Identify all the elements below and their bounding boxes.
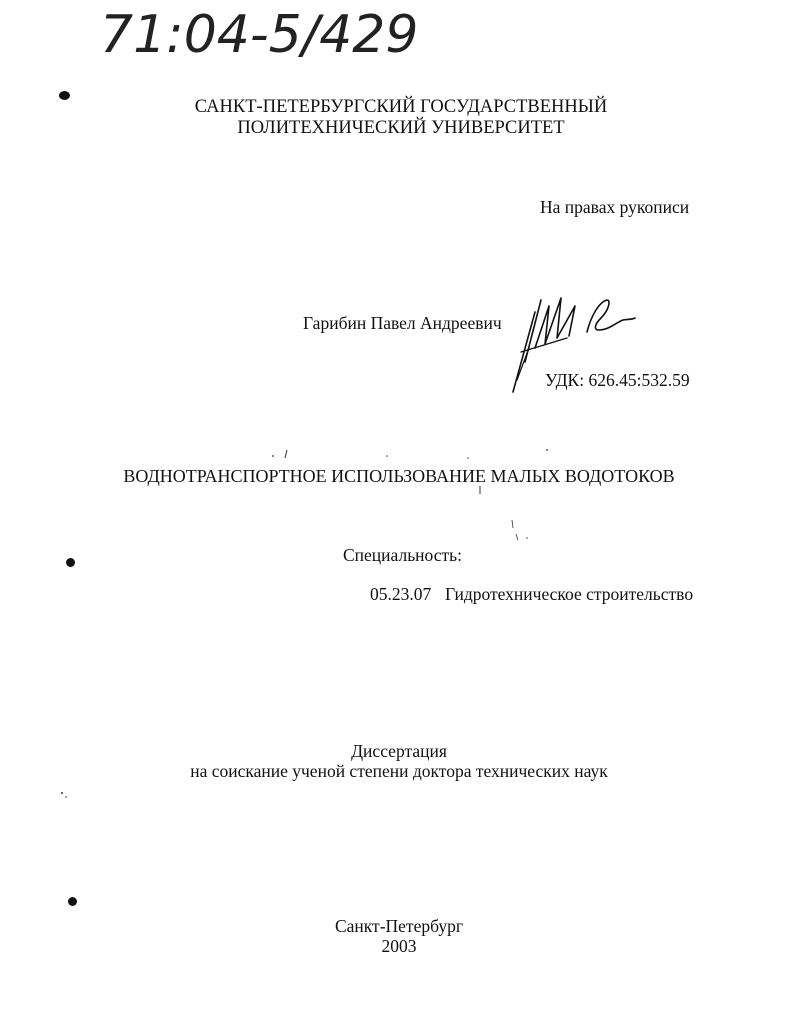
archive-code-text: 71:04-5/429 [100, 5, 419, 62]
author-name: Гарибин Павел Андреевич [303, 313, 502, 333]
handwritten-archive-code [100, 2, 450, 62]
degree-sought: на соискание ученой степени доктора технических наук [190, 761, 608, 781]
university-name-line1: САНКТ-ПЕТЕРБУРГСКИЙ ГОСУДАРСТВЕННЫЙ [194, 97, 608, 117]
year: 2003 [381, 936, 417, 956]
university-name-line2: ПОЛИТЕХНИЧЕСКИЙ УНИВЕРСИТЕТ [237, 118, 565, 138]
dissertation-type: Диссертация [351, 741, 447, 761]
city: Санкт-Петербург [334, 916, 464, 936]
specialty-label: Специальность: [343, 545, 462, 565]
specialty-name: Гидротехническое строительство [445, 584, 694, 604]
dissertation-title: ВОДНОТРАНСПОРТНОЕ ИСПОЛЬЗОВАНИЕ МАЛЫХ ВОДОТОКОВ [123, 466, 675, 486]
punch-hole-mark [68, 897, 77, 906]
specialty-code: 05.23.07 [370, 584, 432, 604]
manuscript-rights-note: На правах рукописи [540, 197, 690, 217]
punch-hole-mark [66, 558, 75, 567]
udc-code: УДК: 626.45:532.59 [545, 370, 690, 390]
